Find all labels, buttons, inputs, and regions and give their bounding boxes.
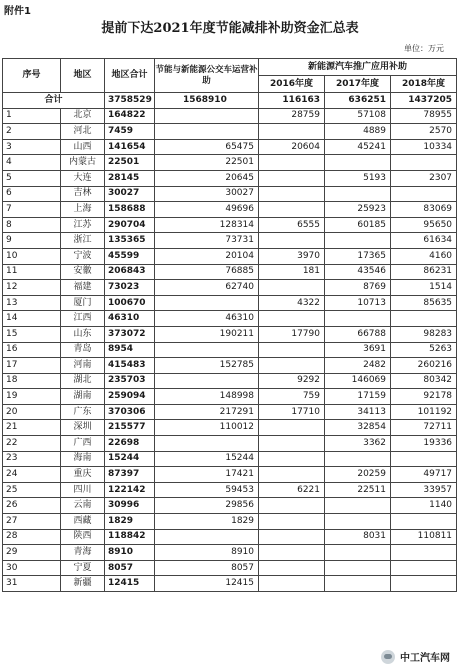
cell-no: 23	[3, 451, 61, 467]
cell-2018	[391, 576, 457, 592]
cell-region-total: 370306	[105, 404, 155, 420]
cell-no: 7	[3, 202, 61, 218]
cell-no: 5	[3, 170, 61, 186]
cell-region-total: 8954	[105, 342, 155, 358]
cell-2017: 25923	[325, 202, 391, 218]
wechat-icon	[381, 650, 395, 664]
table-row	[3, 248, 457, 264]
header-nev-group: 新能源汽车推广应用补助	[259, 59, 457, 76]
cell-region: 广东	[61, 404, 105, 420]
cell-bus: 128314	[155, 217, 259, 233]
cell-bus: 20645	[155, 170, 259, 186]
cell-region: 浙江	[61, 233, 105, 249]
cell-no: 28	[3, 529, 61, 545]
cell-2018: 2570	[391, 124, 457, 140]
table-row	[3, 233, 457, 249]
cell-region: 宁波	[61, 248, 105, 264]
cell-2016	[259, 233, 325, 249]
cell-region: 新疆	[61, 576, 105, 592]
cell-bus	[155, 124, 259, 140]
cell-region: 西藏	[61, 514, 105, 530]
cell-region: 厦门	[61, 295, 105, 311]
cell-region-total: 215577	[105, 420, 155, 436]
cell-region: 吉林	[61, 186, 105, 202]
cell-2018: 78955	[391, 108, 457, 124]
cell-bus: 148998	[155, 389, 259, 405]
cell-2018: 260216	[391, 358, 457, 374]
cell-region-total: 206843	[105, 264, 155, 280]
cell-2018	[391, 514, 457, 530]
watermark-text: 中工汽车网	[398, 649, 452, 664]
cell-2017: 4889	[325, 124, 391, 140]
cell-no: 31	[3, 576, 61, 592]
cell-2018: 110811	[391, 529, 457, 545]
cell-2017	[325, 514, 391, 530]
cell-region-total: 118842	[105, 529, 155, 545]
cell-2017: 20259	[325, 467, 391, 483]
total-2017: 636251	[325, 93, 391, 109]
cell-2016: 759	[259, 389, 325, 405]
cell-no: 26	[3, 498, 61, 514]
cell-no: 22	[3, 436, 61, 452]
cell-region-total: 45599	[105, 248, 155, 264]
cell-bus	[155, 529, 259, 545]
cell-region: 安徽	[61, 264, 105, 280]
table-row	[3, 326, 457, 342]
cell-region: 山东	[61, 326, 105, 342]
table-row	[3, 139, 457, 155]
cell-bus: 110012	[155, 420, 259, 436]
cell-region: 青海	[61, 545, 105, 561]
cell-2017: 3691	[325, 342, 391, 358]
table-row	[3, 545, 457, 561]
cell-no: 16	[3, 342, 61, 358]
header-row-1	[3, 59, 457, 76]
table-row	[3, 295, 457, 311]
cell-2016	[259, 358, 325, 374]
cell-2016: 3970	[259, 248, 325, 264]
cell-region: 上海	[61, 202, 105, 218]
total-label: 合计	[3, 93, 105, 109]
table-row	[3, 155, 457, 171]
table-body	[3, 93, 457, 592]
cell-region: 内蒙古	[61, 155, 105, 171]
cell-2017: 57108	[325, 108, 391, 124]
total-2016: 116163	[259, 93, 325, 109]
cell-2016	[259, 498, 325, 514]
cell-2018	[391, 560, 457, 576]
cell-2016: 9292	[259, 373, 325, 389]
watermark	[381, 649, 452, 664]
cell-no: 15	[3, 326, 61, 342]
cell-2018: 10334	[391, 139, 457, 155]
cell-bus	[155, 295, 259, 311]
cell-region: 湖北	[61, 373, 105, 389]
table-row	[3, 482, 457, 498]
subsidy-table	[2, 58, 457, 592]
cell-region-total: 8057	[105, 560, 155, 576]
cell-2016: 6221	[259, 482, 325, 498]
cell-2017	[325, 155, 391, 171]
cell-2018: 1140	[391, 498, 457, 514]
cell-region-total: 15244	[105, 451, 155, 467]
total-bus: 1568910	[155, 93, 259, 109]
table-row	[3, 451, 457, 467]
cell-region: 青岛	[61, 342, 105, 358]
cell-2016	[259, 560, 325, 576]
cell-2017	[325, 311, 391, 327]
cell-region: 重庆	[61, 467, 105, 483]
cell-2016	[259, 451, 325, 467]
cell-no: 4	[3, 155, 61, 171]
cell-2017: 5193	[325, 170, 391, 186]
cell-2016	[259, 576, 325, 592]
table-row	[3, 529, 457, 545]
cell-no: 9	[3, 233, 61, 249]
cell-2018: 80342	[391, 373, 457, 389]
total-row	[3, 93, 457, 109]
cell-2016	[259, 280, 325, 296]
cell-bus: 30027	[155, 186, 259, 202]
cell-region: 河南	[61, 358, 105, 374]
cell-2016	[259, 436, 325, 452]
cell-no: 14	[3, 311, 61, 327]
cell-2016: 28759	[259, 108, 325, 124]
cell-2016	[259, 170, 325, 186]
cell-region-total: 373072	[105, 326, 155, 342]
cell-no: 1	[3, 108, 61, 124]
cell-no: 27	[3, 514, 61, 530]
document-title: 提前下达2021年度节能减排补助资金汇总表	[101, 21, 359, 36]
cell-region-total: 8910	[105, 545, 155, 561]
cell-2016	[259, 420, 325, 436]
cell-no: 13	[3, 295, 61, 311]
cell-region: 山西	[61, 139, 105, 155]
cell-2016	[259, 202, 325, 218]
cell-2017	[325, 451, 391, 467]
cell-2017: 66788	[325, 326, 391, 342]
cell-region-total: 259094	[105, 389, 155, 405]
cell-bus: 17421	[155, 467, 259, 483]
cell-bus: 8910	[155, 545, 259, 561]
total-2018: 1437205	[391, 93, 457, 109]
cell-2016: 4322	[259, 295, 325, 311]
table-row	[3, 217, 457, 233]
table-row	[3, 514, 457, 530]
table-row	[3, 186, 457, 202]
cell-bus: 152785	[155, 358, 259, 374]
cell-region: 江苏	[61, 217, 105, 233]
cell-2018: 92178	[391, 389, 457, 405]
cell-region-total: 122142	[105, 482, 155, 498]
cell-region-total: 22698	[105, 436, 155, 452]
cell-no: 30	[3, 560, 61, 576]
cell-2016: 17790	[259, 326, 325, 342]
header-region-total: 地区合计	[105, 59, 155, 93]
cell-no: 17	[3, 358, 61, 374]
cell-bus: 73731	[155, 233, 259, 249]
cell-region: 河北	[61, 124, 105, 140]
cell-region-total: 46310	[105, 311, 155, 327]
cell-2018: 5263	[391, 342, 457, 358]
header-2016: 2016年度	[259, 76, 325, 93]
cell-2016	[259, 155, 325, 171]
cell-2017: 8769	[325, 280, 391, 296]
table-row	[3, 420, 457, 436]
attachment-label: 附件1	[4, 6, 31, 17]
cell-no: 6	[3, 186, 61, 202]
cell-bus	[155, 342, 259, 358]
cell-bus: 46310	[155, 311, 259, 327]
cell-region: 陕西	[61, 529, 105, 545]
cell-region-total: 7459	[105, 124, 155, 140]
cell-bus: 12415	[155, 576, 259, 592]
cell-bus: 62740	[155, 280, 259, 296]
cell-2018: 33957	[391, 482, 457, 498]
cell-bus: 217291	[155, 404, 259, 420]
cell-2016	[259, 545, 325, 561]
cell-2018: 4160	[391, 248, 457, 264]
cell-no: 11	[3, 264, 61, 280]
cell-region-total: 12415	[105, 576, 155, 592]
cell-bus: 1829	[155, 514, 259, 530]
cell-2018: 2307	[391, 170, 457, 186]
cell-region-total: 158688	[105, 202, 155, 218]
cell-no: 19	[3, 389, 61, 405]
cell-2017	[325, 233, 391, 249]
cell-bus: 20104	[155, 248, 259, 264]
unit-label: 单位：万元	[404, 44, 444, 53]
cell-bus: 76885	[155, 264, 259, 280]
cell-2017: 22511	[325, 482, 391, 498]
table-row	[3, 342, 457, 358]
cell-2016	[259, 529, 325, 545]
table-row	[3, 389, 457, 405]
cell-2018: 98283	[391, 326, 457, 342]
cell-2018: 83069	[391, 202, 457, 218]
cell-2018: 95650	[391, 217, 457, 233]
total-region-total: 3758529	[105, 93, 155, 109]
header-2018: 2018年度	[391, 76, 457, 93]
cell-no: 12	[3, 280, 61, 296]
cell-bus: 29856	[155, 498, 259, 514]
table-row	[3, 373, 457, 389]
cell-region-total: 141654	[105, 139, 155, 155]
cell-2018	[391, 451, 457, 467]
cell-2016: 20604	[259, 139, 325, 155]
cell-2018	[391, 155, 457, 171]
cell-no: 2	[3, 124, 61, 140]
table-row	[3, 170, 457, 186]
cell-region: 大连	[61, 170, 105, 186]
cell-2017	[325, 498, 391, 514]
cell-bus: 8057	[155, 560, 259, 576]
cell-2017: 3362	[325, 436, 391, 452]
cell-region: 海南	[61, 451, 105, 467]
cell-2017: 8031	[325, 529, 391, 545]
cell-region: 北京	[61, 108, 105, 124]
table-row	[3, 404, 457, 420]
cell-2018: 19336	[391, 436, 457, 452]
cell-region: 四川	[61, 482, 105, 498]
header-bus-subsidy: 节能与新能源公交车运营补助	[155, 59, 259, 93]
cell-2017	[325, 545, 391, 561]
cell-2018: 86231	[391, 264, 457, 280]
table-row	[3, 108, 457, 124]
cell-2018: 85635	[391, 295, 457, 311]
cell-2017	[325, 576, 391, 592]
cell-2016: 17710	[259, 404, 325, 420]
cell-region-total: 235703	[105, 373, 155, 389]
cell-2016: 6555	[259, 217, 325, 233]
cell-bus: 49696	[155, 202, 259, 218]
cell-2018: 49717	[391, 467, 457, 483]
cell-2018	[391, 186, 457, 202]
cell-region-total: 415483	[105, 358, 155, 374]
cell-2016	[259, 467, 325, 483]
cell-region-total: 100670	[105, 295, 155, 311]
cell-region: 广西	[61, 436, 105, 452]
table-row	[3, 498, 457, 514]
cell-2017: 45241	[325, 139, 391, 155]
cell-2017	[325, 186, 391, 202]
cell-region: 宁夏	[61, 560, 105, 576]
cell-no: 24	[3, 467, 61, 483]
cell-2017: 60185	[325, 217, 391, 233]
cell-bus: 190211	[155, 326, 259, 342]
cell-2016: 181	[259, 264, 325, 280]
cell-2018: 101192	[391, 404, 457, 420]
cell-no: 21	[3, 420, 61, 436]
cell-region-total: 290704	[105, 217, 155, 233]
header-region: 地区	[61, 59, 105, 93]
cell-bus: 59453	[155, 482, 259, 498]
cell-2017: 17159	[325, 389, 391, 405]
cell-2016	[259, 186, 325, 202]
cell-2017: 43546	[325, 264, 391, 280]
cell-region-total: 135365	[105, 233, 155, 249]
cell-region: 福建	[61, 280, 105, 296]
cell-bus	[155, 373, 259, 389]
table-row	[3, 124, 457, 140]
cell-2017: 17365	[325, 248, 391, 264]
table-row	[3, 311, 457, 327]
cell-bus	[155, 108, 259, 124]
table-row	[3, 202, 457, 218]
cell-region: 湖南	[61, 389, 105, 405]
table-row	[3, 576, 457, 592]
cell-2018	[391, 545, 457, 561]
cell-2016	[259, 342, 325, 358]
cell-no: 25	[3, 482, 61, 498]
table-row	[3, 264, 457, 280]
cell-2017: 34113	[325, 404, 391, 420]
cell-region-total: 1829	[105, 514, 155, 530]
cell-2018: 1514	[391, 280, 457, 296]
cell-region-total: 30996	[105, 498, 155, 514]
header-2017: 2017年度	[325, 76, 391, 93]
cell-region-total: 164822	[105, 108, 155, 124]
table-row	[3, 358, 457, 374]
cell-2018: 61634	[391, 233, 457, 249]
cell-region-total: 87397	[105, 467, 155, 483]
cell-2018	[391, 311, 457, 327]
cell-2016	[259, 514, 325, 530]
cell-bus: 65475	[155, 139, 259, 155]
cell-no: 29	[3, 545, 61, 561]
cell-no: 8	[3, 217, 61, 233]
cell-region: 江西	[61, 311, 105, 327]
cell-bus: 15244	[155, 451, 259, 467]
cell-no: 3	[3, 139, 61, 155]
cell-region-total: 28145	[105, 170, 155, 186]
cell-2018: 72711	[391, 420, 457, 436]
cell-2016	[259, 124, 325, 140]
header-no: 序号	[3, 59, 61, 93]
cell-region-total: 22501	[105, 155, 155, 171]
table-row	[3, 560, 457, 576]
cell-2017: 32854	[325, 420, 391, 436]
cell-2017: 2482	[325, 358, 391, 374]
cell-2016	[259, 311, 325, 327]
cell-region: 云南	[61, 498, 105, 514]
cell-no: 10	[3, 248, 61, 264]
cell-region-total: 30027	[105, 186, 155, 202]
cell-region: 深圳	[61, 420, 105, 436]
cell-2017: 146069	[325, 373, 391, 389]
cell-bus: 22501	[155, 155, 259, 171]
cell-region-total: 73023	[105, 280, 155, 296]
cell-bus	[155, 436, 259, 452]
table-row	[3, 280, 457, 296]
table-row	[3, 467, 457, 483]
cell-no: 20	[3, 404, 61, 420]
cell-2017	[325, 560, 391, 576]
table-row	[3, 436, 457, 452]
cell-2017: 10713	[325, 295, 391, 311]
cell-no: 18	[3, 373, 61, 389]
